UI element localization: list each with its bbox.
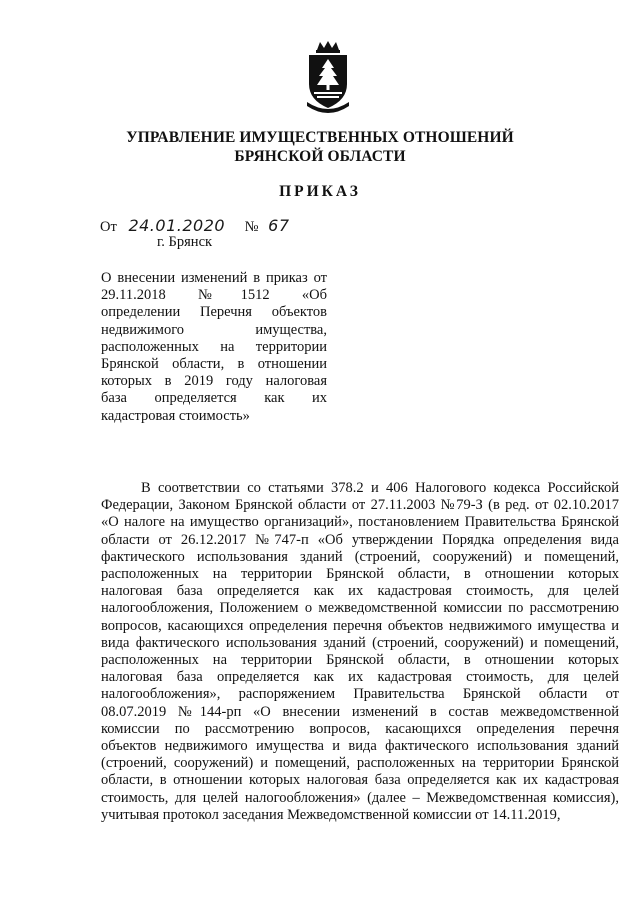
city-name: г. Брянск (157, 234, 213, 250)
body-line: области от 26.12.2017 №747-п «Об утверждении Порядка определения вида (101, 531, 619, 548)
date-prefix: От (100, 219, 117, 235)
organization-line-2: БРЯНСКОЙ ОБЛАСТИ (234, 148, 406, 165)
order-body-text (101, 480, 619, 824)
subject-line: база определяется как их (101, 390, 327, 407)
organization-line-1: УПРАВЛЕНИЕ ИМУЩЕСТВЕННЫХ ОТНОШЕНИЙ (126, 129, 514, 146)
body-line: учитывая протокол заседания Межведомственной комиссии от 14.11.2019, (101, 806, 561, 823)
organization-name (0, 128, 640, 166)
body-line: В соответствии со статьями 378.2 и 406 Налогового кодекса Российской (141, 480, 619, 496)
handwritten-number: 67 (268, 216, 290, 235)
body-line: расположенных на территории Брянской области, в отношении которых (101, 566, 619, 583)
body-line: (строений, сооружений) и помещений, расположенных на территории Брянской (101, 755, 619, 772)
subject-line: Брянской области, в отношении (101, 356, 327, 373)
subject-line: 29.11.2018 №1512 «Об (101, 287, 327, 304)
body-line: налогообложения, Положением о межведомственной комиссии по рассмотрению (101, 600, 619, 617)
body-line: «О налоге на имущество организаций», постановлением Правительства Брянской (101, 514, 619, 531)
document-type-title: ПРИКАЗ (279, 183, 361, 200)
subject-line: определении Перечня объектов (101, 304, 327, 321)
body-line: расположенных на территории Брянской области, в отношении которых (101, 652, 619, 669)
subject-line: которых в 2019 году налоговая (101, 373, 327, 390)
body-line: налогообложения», распоряжением Правительства Брянской области от (101, 686, 619, 703)
number-sign: № (244, 219, 259, 235)
body-line: стоимость, для целей налогообложения» (далее – Межведомственная комиссия), (101, 789, 619, 806)
body-line: 08.07.2019 №144-рп «О внесении изменений в состав межведомственной (101, 703, 619, 720)
body-line: фактического использования зданий (строений, сооружений) и помещений, (101, 548, 619, 565)
body-line: вопросов, касающихся определения перечня объектов недвижимого имущества и (101, 617, 619, 634)
body-line: комиссии по рассмотрению вопросов, касающихся определения перечня (101, 720, 619, 737)
body-line: области, в отношении которых налоговая база определяется как их кадастровая (101, 772, 619, 789)
subject-line: кадастровая стоимость» (101, 407, 250, 424)
body-line: объектов недвижимого имущества и вида фактического использования зданий (101, 738, 619, 755)
body-line: налоговая база определяется как их кадастровая стоимость, для целей (101, 583, 619, 600)
subject-line: недвижимого имущества, (101, 321, 327, 338)
order-subject (101, 270, 327, 425)
body-line: налоговая база определяется как их кадастровая стоимость, для целей (101, 669, 619, 686)
body-line: вида фактического использования зданий (строений, сооружений) и помещений, (101, 634, 619, 651)
subject-line: расположенных на территории (101, 338, 327, 355)
date-number-line (100, 216, 290, 236)
handwritten-date: 24.01.2020 (128, 216, 226, 235)
subject-line: О внесении изменений в приказ от (101, 270, 327, 286)
coat-of-arms-icon (303, 40, 353, 114)
body-line: Федерации, Законом Брянской области от 27.11.2003 №79-З (в ред. от 02.10.2017 (101, 497, 619, 514)
